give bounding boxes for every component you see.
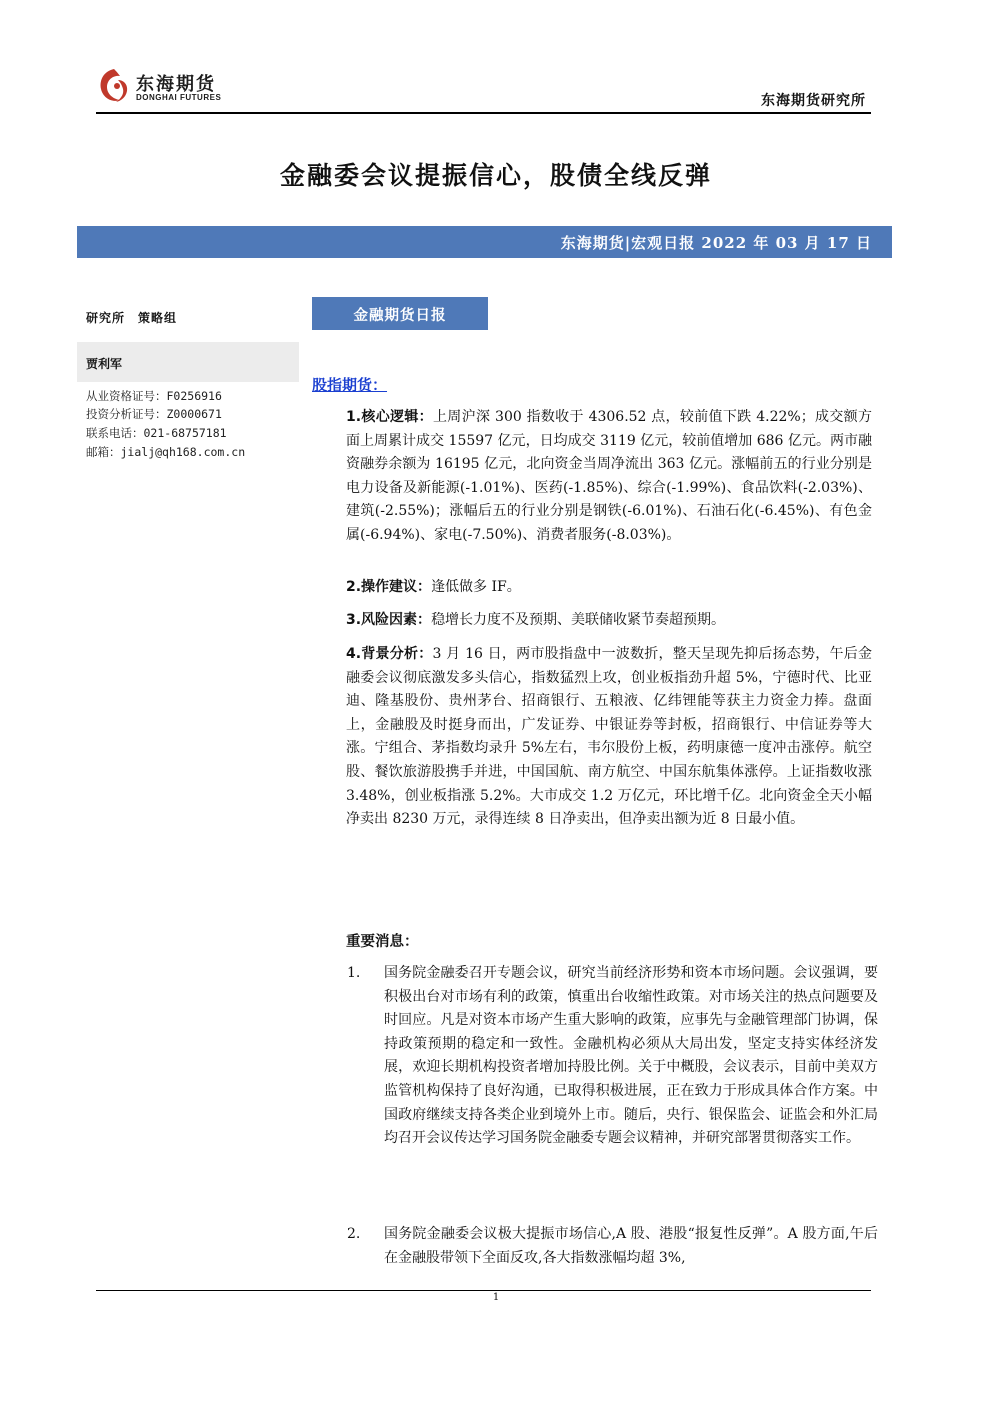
section-label xyxy=(312,297,488,330)
header-divider xyxy=(96,112,871,114)
operation-advice-text: 逢低做多 IF。 xyxy=(431,579,521,595)
report-banner xyxy=(77,226,892,258)
dragon-logo-icon xyxy=(96,66,132,106)
index-futures-heading: 股指期货： xyxy=(312,376,388,394)
footer-divider xyxy=(96,1290,871,1291)
news-item-text: 国务院金融委会议极大提振市场信心,A 股、港股“报复性反弹”。A 股方面,午后在金融股带领下全面反攻,各大指数涨幅均超 3%, xyxy=(384,1226,878,1266)
report-title: 金融委会议提振信心，股债全线反弹 xyxy=(279,161,712,190)
page-number: 1 xyxy=(492,1292,500,1303)
operation-advice-paragraph xyxy=(346,576,872,600)
analyst-box xyxy=(77,342,299,382)
background-analysis-text: 3 月 16 日，两市股指盘中一波数折，整天呈现先抑后扬态势，午后金融委会议彻底激发多头信心，指数猛烈上攻，创业板指劲升超 5%，宁德时代、比亚迪、隆基股份、贵州茅台、招商银行、五粮液、亿纬锂能等获主力资金力捧。盘面上，金融股及时挺身而出，广发证券、中银证券等封板，招商银行、中信证券等大涨。宁组合、茅指数均录升 5%左右，韦尔股份上板，药明康德一度冲击涨停。航空股、餐饮旅游股携手并进，中国国航、南方航空、中国东航集体涨停。上证指数收涨 3.48%，创业板指涨 5.2%。大市成交 1.2 万亿元，环比增千亿。北向资金全天小幅净卖出 8230 万元，录得连续 8 日净卖出，但净卖出额为近 8 日最小值。 xyxy=(346,646,873,828)
risk-factors-text: 稳增长力度不及预期、美联储收紧节奏超预期。 xyxy=(431,612,726,628)
core-logic-text: 上周沪深 300 指数收于 4306.52 点，较前值下跌 4.22%；成交额方面上周累计成交 15597 亿元，日均成交 3119 亿元，较前值增加 686 亿元。两市融资融券余额为 16195 亿元，北向资金当周净流出 363 亿元。涨幅前五的行业分别是电力设备及新能源(-1.01%)、医药(-1.85%)、综合(-1.99%)、食品饮料(-2.03%)、建筑(-2.55%)；涨幅后五的行业分别是钢铁(-6.01%)、石油石化(-6.45%)、有色金属(-6.94%)、家电(-7.50%)、消费者服务(-8.03%)。 xyxy=(346,409,872,543)
news-item-text: 国务院金融委召开专题会议，研究当前经济形势和资本市场问题。会议强调，要积极出台对市场有利的政策，慎重出台收缩性政策。对市场关注的热点问题要及时回应。凡是对资本市场产生重大影响的政策，应事先与金融管理部门协调，保持政策预期的稳定和一致性。金融机构必须从大局出发，坚定支持实体经济发展，欢迎长期机构投资者增加持股比例。关于中概股，会议表示，目前中美双方监管机构保持了良好沟通，已取得积极进展，正在致力于形成具体合作方案。中国政府继续支持各类企业到境外上市。随后，央行、银保监会、证监会和外汇局均召开会议传达学习国务院金融委专题会议精神，并研究部署贯彻落实工作。 xyxy=(384,965,878,1147)
important-news-heading: 重要消息： xyxy=(346,933,419,950)
team-label: 研究所 策略组 xyxy=(86,311,178,325)
analyst-qualification-number: 从业资格证号：F0256916 xyxy=(86,389,222,403)
background-analysis-label: 4.背景分析： xyxy=(346,646,433,662)
core-logic-label: 1.核心逻辑： xyxy=(346,409,433,425)
section-label-text: 金融期货日报 xyxy=(353,307,447,324)
company-logo xyxy=(96,66,236,108)
institute-name: 东海期货研究所 xyxy=(761,93,866,109)
banner-text: 东海期货|宏观日报 2022 年 03 月 17 日 xyxy=(560,234,872,252)
analyst-name: 贾利军 xyxy=(86,357,123,371)
risk-factors-label: 3.风险因素： xyxy=(346,612,432,628)
operation-advice-label: 2.操作建议： xyxy=(346,579,432,595)
analyst-phone: 联系电话：021-68757181 xyxy=(86,426,227,440)
logo-chinese-name: 东海期货 xyxy=(136,74,216,95)
analyst-email: 邮箱：jialj@qh168.com.cn xyxy=(86,445,246,459)
news-item-number: 1. xyxy=(347,965,361,981)
background-analysis-paragraph xyxy=(346,643,872,832)
analyst-investment-number: 投资分析证号：Z0000671 xyxy=(86,407,222,421)
risk-factors-paragraph xyxy=(346,609,872,633)
core-logic-paragraph xyxy=(346,406,872,548)
logo-english-name: DONGHAI FUTURES xyxy=(136,93,222,102)
news-item-number: 2. xyxy=(347,1226,361,1242)
